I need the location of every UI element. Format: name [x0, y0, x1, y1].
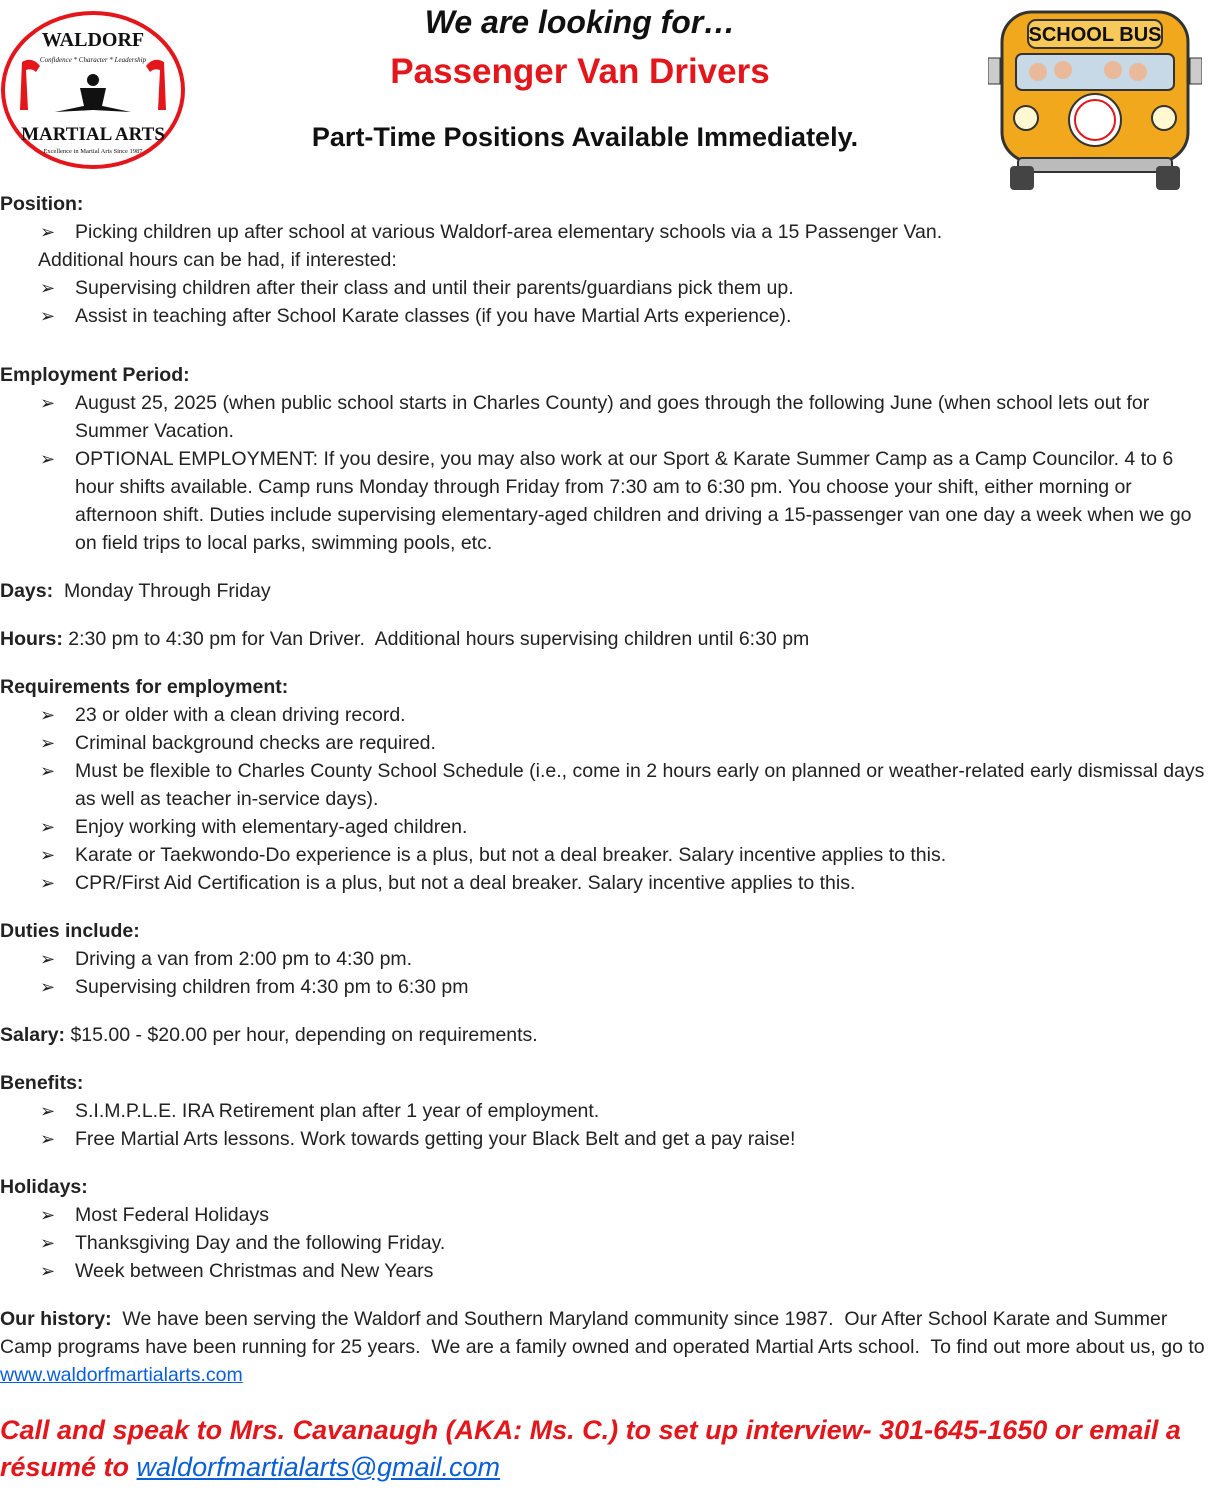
list-item: ➢ Thanksgiving Day and the following Friday. — [40, 1232, 446, 1254]
benefits-list — [0, 1097, 1205, 1153]
school-bus-illustration — [988, 8, 1202, 192]
waldorf-martial-arts-logo — [0, 10, 186, 170]
list-item: ➢ Enjoy working with elementary-aged children. — [40, 816, 468, 838]
position-title: Position: — [0, 193, 84, 215]
days-row: Days: Monday Through Friday — [0, 580, 271, 602]
list-item: ➢ Must be flexible to Charles County School Schedule (i.e., come in 2 hours early on planned or weather-related early dismissal days as well as teacher in-service days). — [40, 760, 1205, 810]
call-to-action: Call and speak to Mrs. Cavanaugh (AKA: Ms. C.) to set up interview- 301-645-1650 or email a résumé to waldorfmartialarts@gmail.com — [0, 1415, 1181, 1482]
holidays-title: Holidays: — [0, 1176, 88, 1198]
list-item: ➢ Supervising children from 4:30 pm to 6:30 pm — [40, 976, 469, 998]
svg-text:Confidence * Character * Leade: Confidence * Character * Leadership — [39, 56, 147, 64]
list-item: ➢ Free Martial Arts lessons. Work towards getting your Black Belt and get a pay raise! — [40, 1128, 796, 1150]
salary-row: Salary: $15.00 - $20.00 per hour, depending on requirements. — [0, 1024, 538, 1046]
hours-row: Hours: 2:30 pm to 4:30 pm for Van Driver. Additional hours supervising children until 6:30 pm — [0, 628, 810, 650]
email-link[interactable]: waldorfmartialarts@gmail.com — [136, 1452, 501, 1482]
list-item: ➢ Supervising children after their class and until their parents/guardians pick them up. — [40, 277, 794, 299]
svg-text:Excellence in Martial Arts Sin: Excellence in Martial Arts Since 1987 — [43, 148, 143, 155]
duties-title: Duties include: — [0, 920, 140, 942]
requirements-list — [0, 701, 1205, 897]
svg-text:MARTIAL ARTS: MARTIAL ARTS — [21, 124, 165, 145]
position-list — [0, 218, 1205, 246]
list-item: ➢ August 25, 2025 (when public school starts in Charles County) and goes through the following June (when school lets out for Summer Vacation. — [40, 392, 1150, 442]
header-tagline: We are looking for… — [424, 4, 736, 40]
additional-hours-note: Additional hours can be had, if interested: — [38, 249, 397, 271]
employment-period-title: Employment Period: — [0, 364, 190, 386]
list-item: ➢ OPTIONAL EMPLOYMENT: If you desire, you may also work at our Sport & Karate Summer Camp as a Camp Councilor. 4 to 6 hour shifts available. Camp runs Monday through Friday from 7:30 am to 6:30 pm. You choose your shift, either morning or afternoon shift. Duties include supervising elementary-aged children and driving a 15-passenger van one day a week when we go on field trips to local parks, swimming pools, etc. — [40, 448, 1192, 554]
page-header — [0, 0, 1213, 195]
employment-period-list — [0, 389, 1205, 557]
job-title: Passenger Van Drivers — [390, 52, 770, 91]
svg-text:SCHOOL BUS: SCHOOL BUS — [1028, 24, 1162, 46]
svg-text:WALDORF: WALDORF — [41, 29, 145, 51]
header-subtitle: Part-Time Positions Available Immediately. — [311, 122, 859, 152]
benefits-title: Benefits: — [0, 1072, 84, 1094]
list-item: ➢ Karate or Taekwondo-Do experience is a plus, but not a deal breaker. Salary incentive applies to this. — [40, 844, 947, 866]
holidays-list — [0, 1201, 1205, 1285]
list-item: ➢ CPR/First Aid Certification is a plus, but not a deal breaker. Salary incentive applies to this. — [40, 872, 856, 894]
list-item: ➢ Criminal background checks are required. — [40, 732, 436, 754]
list-item: ➢ Picking children up after school at various Waldorf-area elementary schools via a 15 Passenger Van. — [40, 221, 943, 243]
list-item: ➢ Most Federal Holidays — [40, 1204, 269, 1226]
list-item: ➢ Driving a van from 2:00 pm to 4:30 pm. — [40, 948, 413, 970]
list-item: ➢ Assist in teaching after School Karate classes (if you have Martial Arts experience). — [40, 305, 792, 327]
list-item: ➢ 23 or older with a clean driving record. — [40, 704, 406, 726]
duties-list — [0, 945, 1205, 1001]
job-details — [0, 190, 1211, 1389]
history-paragraph: Our history: We have been serving the Waldorf and Southern Maryland community since 1987. Our After School Karate and Summer Camp programs have been running for 25 years. We are a family owned and operated Martial Arts school. To find out more about us, go to www.waldorfmartialarts.com — [0, 1308, 1211, 1386]
requirements-title: Requirements for employment: — [0, 676, 289, 698]
list-item: ➢ Week between Christmas and New Years — [40, 1260, 434, 1282]
website-link[interactable]: www.waldorfmartialarts.com — [0, 1364, 243, 1386]
list-item: ➢ S.I.M.P.L.E. IRA Retirement plan after 1 year of employment. — [40, 1100, 600, 1122]
